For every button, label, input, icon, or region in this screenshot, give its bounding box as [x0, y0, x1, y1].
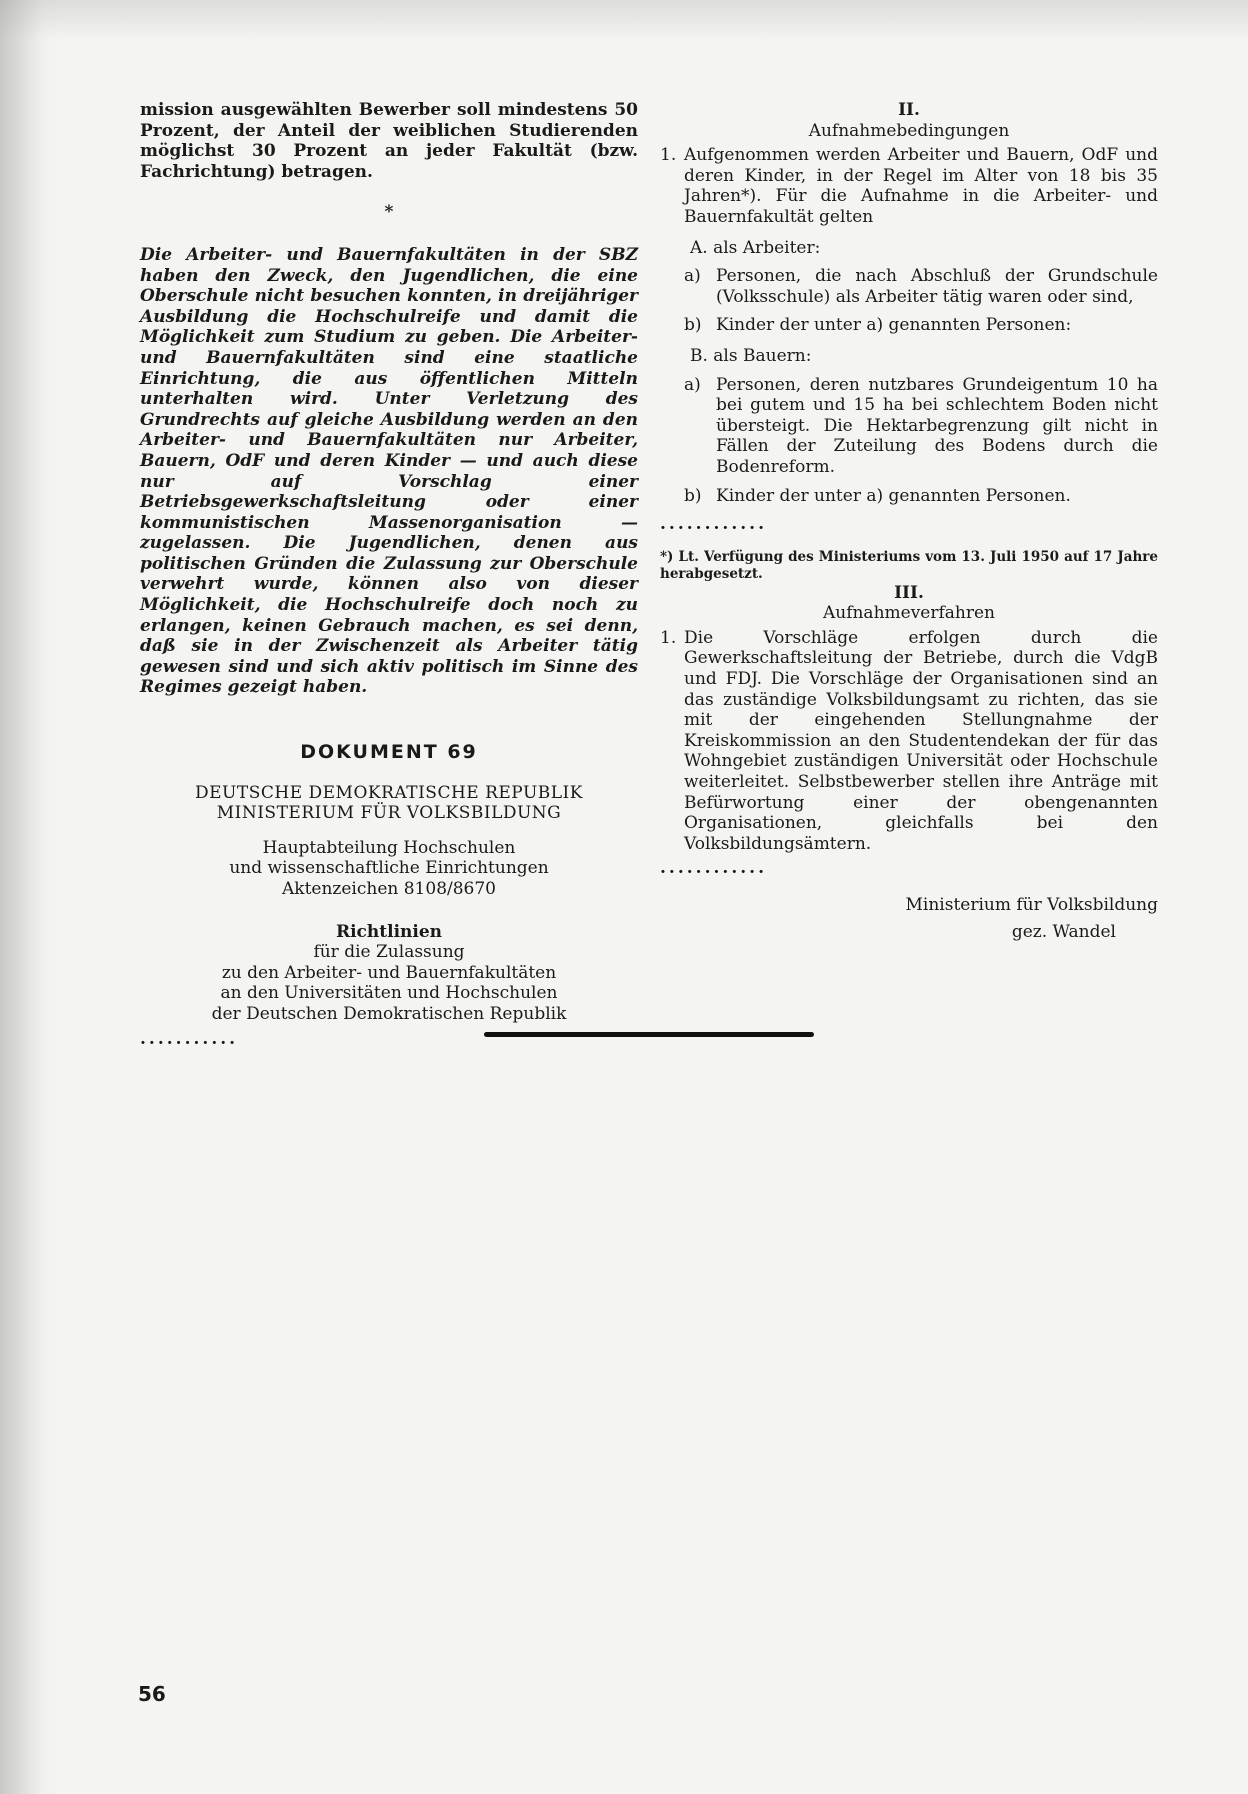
department-line-1: Hauptabteilung Hochschulen — [262, 837, 516, 858]
group-b-heading: B. als Bauern: — [690, 345, 812, 366]
omission-marker: ........... — [140, 1028, 239, 1049]
item-text: Die Vorschläge erfolgen durch die Gewerkschaftsleitung der Betriebe, durch die VdgB und FDJ. Die Vorschläge der Organisationen sind an das zuständige Volksbildungsamt zu richten, das sie mit der eingehenden Stellungnahme der Kreiskommission an den Studentendekan der für das Wohngebiet zuständigen Universität oder Hochschule weiterleitet. Selbstbewerber stellen ihre Anträge mit Befürwortung einer der obengenannten Organisationen, gleichfalls bei den Volksbildungsämtern. — [684, 627, 1158, 854]
omission-marker-1: ............ — [660, 514, 768, 535]
document-heading: DOKUMENT 69 — [300, 741, 478, 764]
item-text: Aufgenommen werden Arbeiter und Bauern, OdF und deren Kinder, in der Regel im Alter von 18 bis 35 Jahren*). Für die Aufnahme in die Arbeiter- und Bauernfakultät gelten — [684, 145, 1158, 227]
group-b-item-a — [684, 375, 1158, 478]
guidelines-subtitle-1: für die Zulassung — [313, 942, 465, 963]
page-number: 56 — [138, 1682, 166, 1706]
separator-asterisk: * — [384, 202, 394, 223]
signature-name: gez. Wandel — [1011, 921, 1116, 942]
right-column — [660, 100, 1158, 942]
sub-item-text: Kinder der unter a) genannten Personen. — [716, 485, 1071, 506]
sub-item-text: Kinder der unter a) genannten Personen: — [716, 315, 1072, 336]
issuer-line-1: DEUTSCHE DEMOKRATISCHE REPUBLIK — [195, 782, 583, 803]
guidelines-title: Richtlinien — [335, 921, 443, 942]
section-3-numeral: III. — [894, 582, 924, 603]
sub-item-text: Personen, die nach Abschluß der Grundschule (Volksschule) als Arbeiter tätig waren oder sind, — [716, 266, 1158, 307]
section-2-title: Aufnahmebedingungen — [808, 120, 1010, 141]
guidelines-subtitle-2: zu den Arbeiter- und Bauernfakultäten — [221, 962, 557, 983]
reference-number: Aktenzeichen 8108/8670 — [281, 879, 496, 899]
sub-item-label: a) — [684, 266, 701, 287]
omission-marker-2: ............ — [660, 858, 768, 879]
sub-item-text: Personen, deren nutzbares Grundeigentum 10 ha bei gutem und 15 ha bei schlechtem Boden nicht übersteigt. Die Hektarbegrenzung gilt nicht in Fällen der Zuteilung des Bodens durch die Bodenreform. — [716, 374, 1158, 477]
item-number: 1. — [660, 145, 677, 166]
intro-paragraph: mission ausgewählten Bewerber soll mindestens 50 Prozent, der Anteil der weiblichen Studierenden möglichst 30 Prozent an jeder Fakultät (bzw. Fachrichtung) betragen. — [140, 100, 638, 182]
sub-item-label: b) — [684, 485, 702, 506]
sub-item-label: b) — [684, 315, 702, 336]
item-number: 1. — [660, 627, 677, 648]
section-3-title: Aufnahmeverfahren — [822, 603, 996, 624]
procedure-item-1 — [660, 628, 1158, 855]
footnote: *) Lt. Verfügung des Ministeriums vom 13. Juli 1950 auf 17 Jahre herabgesetzt. — [660, 548, 1158, 582]
signature-issuer: Ministerium für Volksbildung — [905, 895, 1158, 915]
group-b-item-b — [684, 486, 1158, 507]
commentary-paragraph: Die Arbeiter- und Bauernfakultäten in der SBZ haben den Zweck, den Jugendlichen, die eine Oberschule nicht besuchen konnten, in dreijähriger Ausbildung die Hochschulreife und damit die Möglichkeit zum Studium zu geben. Die Arbeiter- und Bauernfakultäten sind eine staatliche Einrichtung, die aus öffentlichen Mitteln unterhalten wird. Unter Verletzung des Grundrechts auf gleiche Ausbildung werden an den Arbeiter- und Bauernfakultäten nur Arbeiter, Bauern, OdF und deren Kinder — und auch diese nur auf Vorschlag einer Betriebsgewerkschaftsleitung oder einer kommunistischen Massenorganisation — zugelassen. Die Jugendlichen, denen aus politischen Gründen die Zulassung zur Oberschule verwehrt wurde, können also von dieser Möglichkeit, die Hochschulreife doch noch zu erlangen, keinen Gebrauch machen, es sei denn, daß sie in der Zwischenzeit als Arbeiter tätig gewesen sind und sich aktiv politisch im Sinne des Regimes gezeigt haben. — [140, 244, 638, 698]
group-a-item-b — [684, 315, 1158, 336]
scan-edge-shadow — [0, 0, 60, 1794]
sub-item-label: a) — [684, 374, 701, 395]
scan-top-shadow — [0, 0, 1248, 40]
department-line-2: und wissenschaftliche Einrichtungen — [229, 858, 549, 879]
guidelines-subtitle-4: der Deutschen Demokratischen Republik — [211, 1003, 567, 1024]
section-end-rule — [484, 1032, 814, 1037]
admission-item-1 — [660, 145, 1158, 227]
issuer-line-2: MINISTERIUM FÜR VOLKSBILDUNG — [216, 803, 562, 824]
group-a-item-a — [684, 266, 1158, 307]
guidelines-subtitle-3: an den Universitäten und Hochschulen — [220, 983, 558, 1004]
section-2-numeral: II. — [898, 100, 920, 120]
group-a-heading: A. als Arbeiter: — [690, 237, 821, 258]
left-column — [140, 100, 638, 1049]
